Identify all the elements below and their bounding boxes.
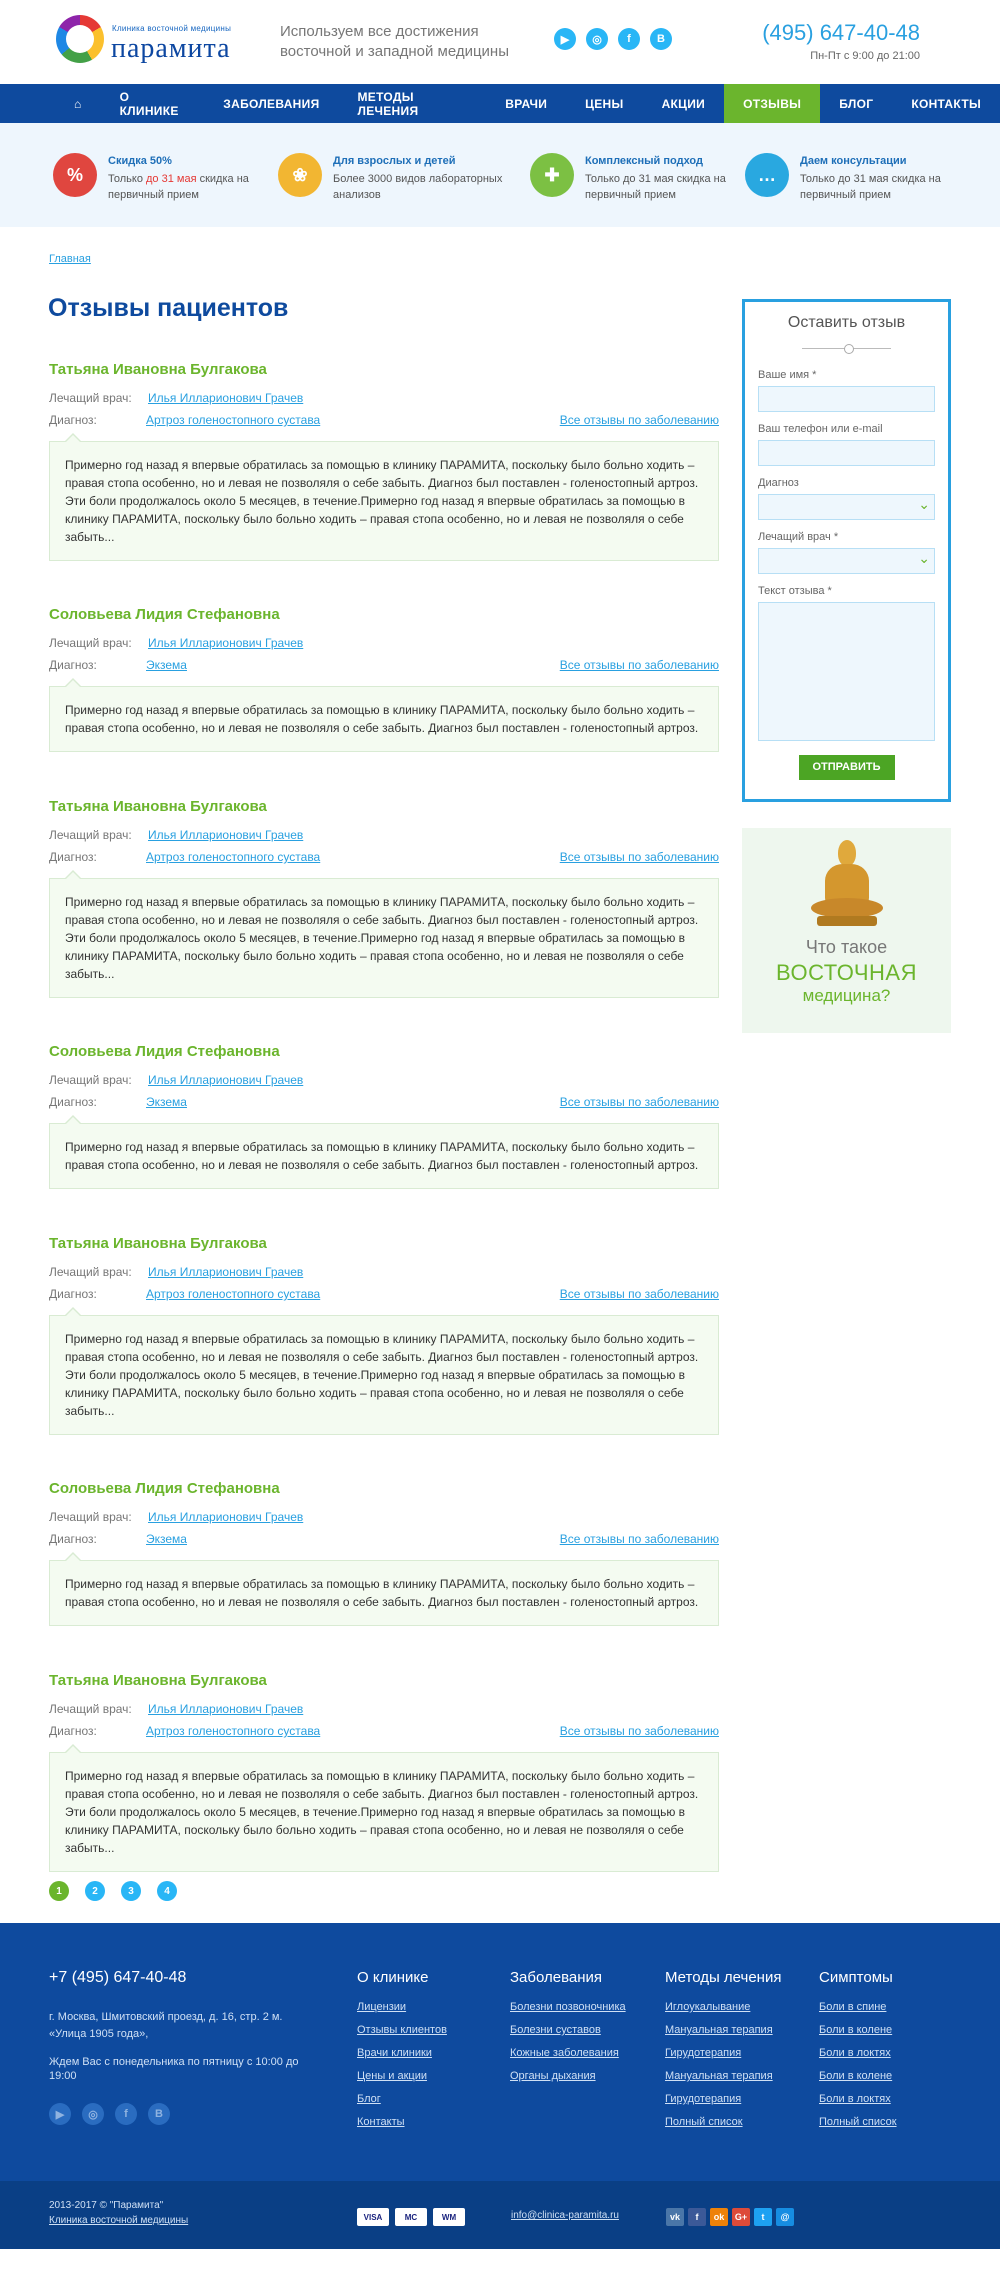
diagnosis-label: Диагноз:	[49, 850, 97, 864]
payment-1-icon: VISA	[357, 2208, 389, 2226]
doctor-link[interactable]: Илья Илларионович Грачев	[148, 1510, 304, 1524]
feature-icon: ✚	[530, 153, 574, 197]
footer-link[interactable]: Полный список	[665, 2116, 743, 2128]
review-text: Примерно год назад я впервые обратилась за помощью в клинику ПАРАМИТА, поскольку было больно ходить – правая стопа особенно, но и левая не позволяля о себе забыть. Диагноз был поставлен - голеностопный артроз. Эти боли продолжалось около 5 месяцев, в течение.Примерно год назад я впервые обратилась за помощью в клинику ПАРАМИТА, поскольку было больно ходить – правая стопа особенно, но и левая не позволяля о себе забыть...	[49, 441, 719, 561]
doctor-row	[49, 1070, 719, 1092]
all-reviews-link[interactable]: Все отзывы по заболеванию	[559, 1095, 719, 1109]
footer-link[interactable]: Боли в колене	[819, 2024, 893, 2036]
feature-desc	[333, 171, 503, 203]
diagnosis-link[interactable]: Экзема	[146, 1532, 187, 1546]
diagnosis-link[interactable]: Артроз голеностопного сустава	[146, 1724, 321, 1738]
review-text: Примерно год назад я впервые обратилась за помощью в клинику ПАРАМИТА, поскольку было больно ходить – правая стопа особенно, но и левая не позволяля о себе забыть. Диагноз был поставлен - голеностопный артроз. Эти боли продолжалось около 5 месяцев, в течение.Примерно год назад я впервые обратилась за помощью в клинику ПАРАМИТА, поскольку было больно ходить – правая стопа особенно, но и левая не позволяля о себе забыть...	[49, 1315, 719, 1435]
diagnosis-row	[49, 1284, 719, 1306]
review-item	[49, 1233, 719, 1435]
nav-item-9[interactable]: КОНТАКТЫ	[911, 96, 981, 111]
google-plus-icon[interactable]: G+	[732, 2208, 750, 2226]
review-item	[49, 796, 719, 998]
feature-desc	[585, 171, 755, 203]
nav-item-5[interactable]: ЦЕНЫ	[585, 96, 624, 111]
payment-2-icon: MC	[395, 2208, 427, 2226]
doctor-link[interactable]: Илья Илларионович Грачев	[148, 828, 304, 842]
copyright-link[interactable]: Клиника восточной медицины	[49, 2215, 189, 2226]
moimir-icon[interactable]: @	[776, 2208, 794, 2226]
review-item	[49, 1670, 719, 1872]
reviewer-name: Соловьева Лидия Стефановна	[49, 1043, 280, 1060]
header-hours: Пн-Пт с 9:00 до 21:00	[810, 50, 920, 62]
diagnosis-link[interactable]: Экзема	[146, 658, 187, 672]
breadcrumb-home[interactable]: Главная	[49, 253, 91, 265]
diagnosis-row	[49, 410, 719, 432]
diagnosis-label: Диагноз	[758, 477, 799, 489]
doctor-row	[49, 388, 719, 410]
facebook-icon[interactable]: f	[115, 2103, 137, 2125]
reviewer-name: Татьяна Ивановна Булгакова	[49, 1235, 267, 1252]
doctor-row	[49, 1262, 719, 1284]
payment-3-icon: WM	[433, 2208, 465, 2226]
feature-desc-text: Более 3000 видов лабораторных анализов	[333, 173, 503, 201]
all-reviews-link[interactable]: Все отзывы по заболеванию	[559, 1724, 719, 1738]
doctor-link[interactable]: Илья Илларионович Грачев	[148, 1702, 304, 1716]
nav-item-1[interactable]: О КЛИНИКЕ	[119, 89, 179, 118]
footer-column	[665, 1969, 781, 2134]
features-bar	[0, 123, 1000, 227]
footer-bottom	[0, 2181, 1000, 2249]
diagnosis-link[interactable]: Экзема	[146, 1095, 187, 1109]
doctor-row	[49, 1699, 719, 1721]
footer-link[interactable]: Болезни позвоночника	[510, 2001, 626, 2013]
feature-title: Для взрослых и детей	[333, 155, 456, 167]
footer-email[interactable]: info@clinica-paramita.ru	[511, 2210, 619, 2221]
diagnosis-label: Диагноз:	[49, 1287, 97, 1301]
footer-link[interactable]: Органы дыхания	[510, 2070, 596, 2082]
footer-address: г. Москва, Шмитовский проезд, д. 16, стр. 2 м. «Улица 1905 года»,	[49, 2011, 283, 2040]
footer-link[interactable]: Боли в локтях	[819, 2093, 891, 2105]
diagnosis-label: Диагноз:	[49, 1724, 97, 1738]
nav-item-4[interactable]: ВРАЧИ	[505, 96, 548, 111]
all-reviews-link[interactable]: Все отзывы по заболеванию	[559, 1287, 719, 1301]
name-label: Ваше имя *	[758, 369, 817, 381]
logo-subtitle: Клиника восточной медицины	[112, 24, 232, 33]
feature-desc-text: Только до 31 мая скидка на первичный прием	[585, 173, 726, 201]
form-divider	[758, 338, 935, 358]
feature-desc	[800, 171, 970, 203]
doctor-label: Лечащий врач *	[758, 531, 839, 543]
review-item	[49, 359, 719, 561]
eastern-medicine-promo[interactable]	[742, 828, 951, 1033]
review-item	[49, 1478, 719, 1626]
logo-name: парамита	[111, 33, 231, 64]
footer-link[interactable]: Кожные заболевания	[510, 2047, 619, 2059]
page-title: Отзывы пациентов	[48, 294, 289, 322]
nav-item-3[interactable]: МЕТОДЫ ЛЕЧЕНИЯ	[357, 89, 419, 118]
footer-link[interactable]: Лицензии	[357, 2001, 407, 2013]
pagination	[49, 1881, 177, 1901]
review-text: Примерно год назад я впервые обратилась за помощью в клинику ПАРАМИТА, поскольку было больно ходить – правая стопа особенно, но и левая не позволяля о себе забыть. Диагноз был поставлен - голеностопный артроз. Эти боли продолжалось около 5 месяцев, в течение.Примерно год назад я впервые обратилась за помощью в клинику ПАРАМИТА, поскольку было больно ходить – правая стопа особенно, но и левая не позволяля о себе забыть...	[49, 1752, 719, 1872]
diagnosis-label: Диагноз:	[49, 1532, 97, 1546]
doctor-label: Лечащий врач:	[49, 1073, 132, 1087]
footer-link[interactable]: Полный список	[819, 2116, 897, 2128]
footer-link[interactable]: Отзывы клиентов	[357, 2024, 447, 2036]
all-reviews-link[interactable]: Все отзывы по заболеванию	[559, 1532, 719, 1546]
reviewer-name: Татьяна Ивановна Булгакова	[49, 361, 267, 378]
diagnosis-row	[49, 1721, 719, 1743]
youtube-icon[interactable]: ▶	[554, 28, 576, 50]
diagnosis-row	[49, 847, 719, 869]
logo[interactable]	[56, 15, 256, 65]
diagnosis-row	[49, 1092, 719, 1114]
logo-mark-icon	[56, 15, 104, 63]
youtube-icon[interactable]: ▶	[49, 2103, 71, 2125]
doctor-link[interactable]: Илья Илларионович Грачев	[148, 391, 304, 405]
feature-title: Скидка 50%	[108, 155, 172, 167]
diagnosis-link[interactable]: Артроз голеностопного сустава	[146, 1287, 321, 1301]
doctor-label: Лечащий врач:	[49, 828, 132, 842]
form-title: Оставить отзыв	[787, 314, 906, 331]
tagline: Используем все достижения восточной и западной медицины	[280, 23, 509, 60]
feature-desc-text: Только	[108, 173, 146, 185]
reviewer-name: Соловьева Лидия Стефановна	[49, 1480, 280, 1497]
submit-button[interactable]: ОТПРАВИТЬ	[799, 755, 895, 780]
diagnosis-link[interactable]: Артроз голеностопного сустава	[146, 850, 321, 864]
doctor-row	[49, 825, 719, 847]
footer-link[interactable]: Боли в колене	[819, 2070, 893, 2082]
diagnosis-link[interactable]: Артроз голеностопного сустава	[146, 413, 321, 427]
feature-desc-text: Только до 31 мая скидка на первичный прием	[800, 173, 941, 201]
review-item	[49, 1041, 719, 1189]
footer-link[interactable]: Боли в спине	[819, 2001, 887, 2013]
vk-icon[interactable]: B	[650, 28, 672, 50]
review-item	[49, 604, 719, 752]
reviewer-name: Татьяна Ивановна Булгакова	[49, 1672, 267, 1689]
feature-desc-highlight: до 31 мая	[146, 173, 197, 185]
reviewer-name: Соловьева Лидия Стефановна	[49, 606, 280, 623]
header-socials	[554, 28, 672, 50]
doctor-label: Лечащий врач:	[49, 636, 132, 650]
feature-icon: …	[745, 153, 789, 197]
feature-title: Даем консультации	[800, 155, 907, 167]
reviews-list	[49, 359, 719, 1915]
doctor-link[interactable]: Илья Илларионович Грачев	[148, 1073, 304, 1087]
feature-icon: ❀	[278, 153, 322, 197]
main-content	[0, 227, 1000, 1923]
footer-column	[510, 1969, 626, 2088]
all-reviews-link[interactable]: Все отзывы по заболеванию	[559, 413, 719, 427]
feature-item	[530, 153, 745, 203]
contact-input[interactable]	[758, 440, 935, 466]
payment-methods	[357, 2208, 465, 2226]
page-4[interactable]: 4	[157, 1881, 177, 1901]
facebook-icon[interactable]: f	[688, 2208, 706, 2226]
twitter-icon[interactable]: t	[754, 2208, 772, 2226]
footer-column-title: О клинике	[357, 1969, 429, 1986]
feature-icon: %	[53, 153, 97, 197]
footer-column	[357, 1969, 447, 2134]
doctor-link[interactable]: Илья Илларионович Грачев	[148, 1265, 304, 1279]
page-1[interactable]: 1	[49, 1881, 69, 1901]
site-header	[0, 0, 1000, 84]
doctor-select[interactable]	[758, 548, 935, 574]
footer-link[interactable]: Цены и акции	[357, 2070, 428, 2082]
feature-desc-text: скидка на первичный прием	[108, 173, 249, 201]
all-reviews-link[interactable]: Все отзывы по заболеванию	[559, 850, 719, 864]
copyright-text: 2013-2017 © "Парамита"	[49, 2200, 164, 2211]
review-text: Примерно год назад я впервые обратилась за помощью в клинику ПАРАМИТА, поскольку было больно ходить – правая стопа особенно, но и левая не позволяля о себе забыть. Диагноз был поставлен - голеностопный артроз.	[49, 686, 719, 752]
footer-column-title: Заболевания	[510, 1969, 603, 1986]
bottom-socials	[666, 2208, 794, 2226]
page-3[interactable]: 3	[121, 1881, 141, 1901]
review-text: Примерно год назад я впервые обратилась за помощью в клинику ПАРАМИТА, поскольку было больно ходить – правая стопа особенно, но и левая не позволяля о себе забыть. Диагноз был поставлен - голеностопный артроз.	[49, 1560, 719, 1626]
footer-column-title: Симптомы	[819, 1969, 893, 1986]
feature-item	[745, 153, 960, 203]
diagnosis-label: Диагноз:	[49, 1095, 97, 1109]
diagnosis-label: Диагноз:	[49, 413, 97, 427]
footer-phone[interactable]: +7 (495) 647-40-48	[49, 1969, 187, 1986]
promo-line-2: ВОСТОЧНАЯ	[776, 960, 917, 985]
doctor-label: Лечащий врач:	[49, 1265, 132, 1279]
home-icon[interactable]: ⌂	[74, 96, 82, 111]
diagnosis-label: Диагноз:	[49, 658, 97, 672]
reviewer-name: Татьяна Ивановна Булгакова	[49, 798, 267, 815]
promo-line-1: Что такое	[805, 937, 888, 957]
footer-link[interactable]: Гирудотерапия	[665, 2093, 742, 2105]
buddha-image	[807, 836, 887, 936]
doctor-row	[49, 633, 719, 655]
review-form	[742, 299, 951, 802]
review-text-label: Текст отзыва *	[758, 585, 832, 597]
footer-link[interactable]: Болезни суставов	[510, 2024, 601, 2036]
nav-item-2[interactable]: ЗАБОЛЕВАНИЯ	[223, 96, 320, 111]
page-2[interactable]: 2	[85, 1881, 105, 1901]
review-text: Примерно год назад я впервые обратилась за помощью в клинику ПАРАМИТА, поскольку было больно ходить – правая стопа особенно, но и левая не позволяля о себе забыть. Диагноз был поставлен - голеностопный артроз.	[49, 1123, 719, 1189]
doctor-link[interactable]: Илья Илларионович Грачев	[148, 636, 304, 650]
instagram-icon[interactable]: ◎	[586, 28, 608, 50]
feature-desc	[108, 171, 278, 203]
footer-link[interactable]: Мануальная терапия	[665, 2070, 773, 2082]
promo-line-3: медицина?	[802, 986, 891, 1005]
feature-item	[53, 153, 268, 203]
copyright	[49, 2198, 188, 2228]
diagnosis-select[interactable]	[758, 494, 935, 520]
nav-item-8[interactable]: БЛОГ	[839, 96, 874, 111]
doctor-label: Лечащий врач:	[49, 1702, 132, 1716]
doctor-row	[49, 1507, 719, 1529]
vk-icon[interactable]: vk	[666, 2208, 684, 2226]
contact-label: Ваш телефон или e-mail	[758, 423, 883, 435]
diagnosis-row	[49, 1529, 719, 1551]
diagnosis-row	[49, 655, 719, 677]
footer-hours: Ждем Вас с понедельника по пятницу с 10:00 до 19:00	[49, 2056, 299, 2082]
feature-title: Комплексный подход	[585, 155, 703, 167]
doctor-label: Лечащий врач:	[49, 391, 132, 405]
footer-socials	[49, 2103, 170, 2125]
footer-link[interactable]: Иглоукалывание	[665, 2001, 751, 2013]
odnoklassniki-icon[interactable]: ok	[710, 2208, 728, 2226]
header-phone[interactable]: (495) 647-40-48	[762, 20, 920, 45]
footer-link[interactable]: Гирудотерапия	[665, 2047, 742, 2059]
facebook-icon[interactable]: f	[618, 28, 640, 50]
main-nav	[0, 84, 1000, 123]
vk-icon[interactable]: B	[148, 2103, 170, 2125]
footer-column	[819, 1969, 897, 2134]
footer-link[interactable]: Боли в локтях	[819, 2047, 891, 2059]
doctor-label: Лечащий врач:	[49, 1510, 132, 1524]
nav-item-6[interactable]: АКЦИИ	[661, 96, 706, 111]
instagram-icon[interactable]: ◎	[82, 2103, 104, 2125]
review-text: Примерно год назад я впервые обратилась за помощью в клинику ПАРАМИТА, поскольку было больно ходить – правая стопа особенно, но и левая не позволяля о себе забыть. Диагноз был поставлен - голеностопный артроз. Эти боли продолжалось около 5 месяцев, в течение.Примерно год назад я впервые обратилась за помощью в клинику ПАРАМИТА, поскольку было больно ходить – правая стопа особенно, но и левая не позволяля о себе забыть...	[49, 878, 719, 998]
nav-item-7[interactable]: ОТЗЫВЫ	[724, 84, 820, 123]
site-footer	[0, 1923, 1000, 2181]
footer-link[interactable]: Блог	[357, 2093, 381, 2105]
footer-link[interactable]: Врачи клиники	[357, 2047, 432, 2059]
footer-link[interactable]: Контакты	[357, 2116, 405, 2128]
feature-item	[278, 153, 503, 203]
name-input[interactable]	[758, 386, 935, 412]
review-textarea[interactable]	[758, 602, 935, 741]
footer-column-title: Методы лечения	[665, 1969, 782, 1986]
all-reviews-link[interactable]: Все отзывы по заболеванию	[559, 658, 719, 672]
footer-link[interactable]: Мануальная терапия	[665, 2024, 773, 2036]
